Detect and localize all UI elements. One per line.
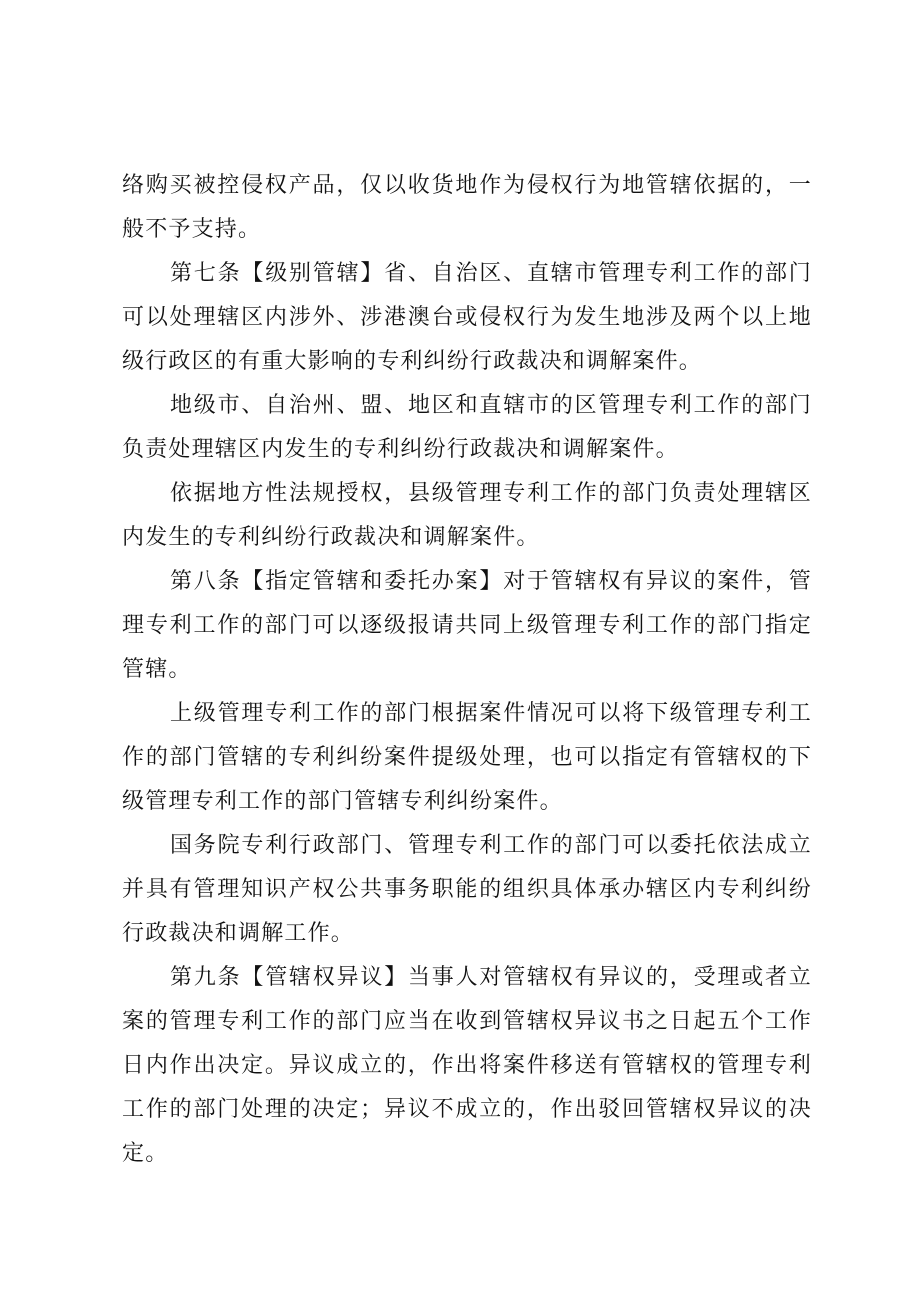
article-8-paragraph: 第八条【指定管辖和委托办案】对于管辖权有异议的案件，管理专利工作的部门可以逐级报请共同上级管理专利工作的部门指定管辖。 <box>122 569 812 682</box>
article-8-paragraph-3: 国务院专利行政部门、管理专利工作的部门可以委托依法成立并具有管理知识产权公共事务职能的组织具体承办辖区内专利纠纷行政裁决和调解工作。 <box>122 833 812 946</box>
document-body <box>122 164 812 1176</box>
article-7-paragraph: 第七条【级别管辖】省、自治区、直辖市管理专利工作的部门可以处理辖区内涉外、涉港澳台或侵权行为发生地涉及两个以上地级行政区的有重大影响的专利纠纷行政裁决和调解案件。 <box>122 261 812 374</box>
article-7-paragraph-2: 地级市、自治州、盟、地区和直辖市的区管理专利工作的部门负责处理辖区内发生的专利纠纷行政裁决和调解案件。 <box>122 393 812 462</box>
article-9-paragraph: 第九条【管辖权异议】当事人对管辖权有异议的，受理或者立案的管理专利工作的部门应当在收到管辖权异议书之日起五个工作日内作出决定。异议成立的，作出将案件移送有管辖权的管理专利工作的部门处理的决定；异议不成立的，作出驳回管辖权异议的决定。 <box>122 965 812 1166</box>
paragraph-continuation: 络购买被控侵权产品，仅以收货地作为侵权行为地管辖依据的，一般不予支持。 <box>122 173 812 242</box>
article-8-paragraph-2: 上级管理专利工作的部门根据案件情况可以将下级管理专利工作的部门管辖的专利纠纷案件提级处理，也可以指定有管辖权的下级管理专利工作的部门管辖专利纠纷案件。 <box>122 701 812 814</box>
article-7-paragraph-3: 依据地方性法规授权，县级管理专利工作的部门负责处理辖区内发生的专利纠纷行政裁决和调解案件。 <box>122 481 812 550</box>
